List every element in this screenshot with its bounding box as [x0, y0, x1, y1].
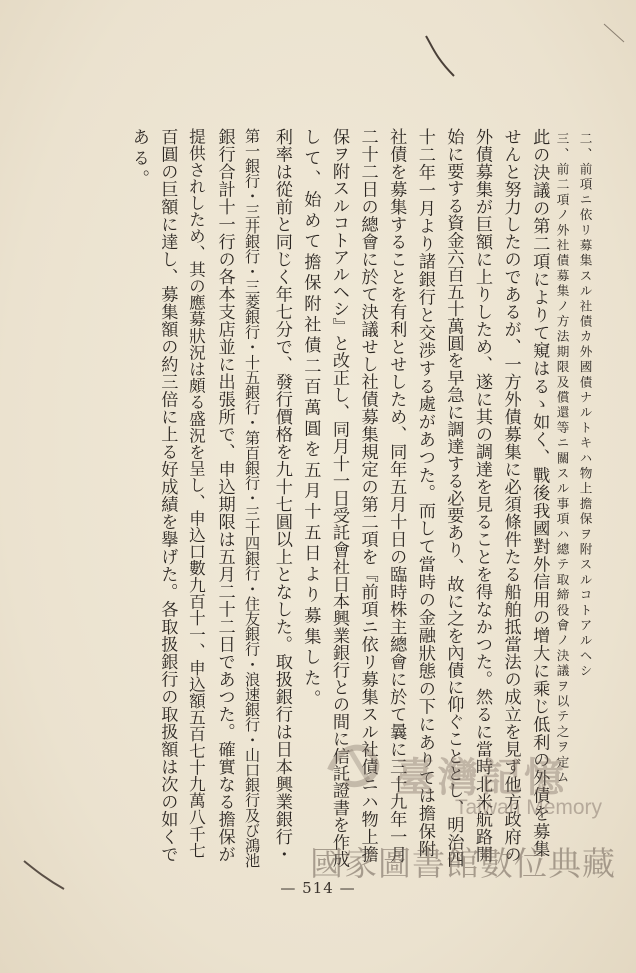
text-column: 外債募集が巨額に上りしため、遂に其の調達を見ることを得なかつた。然るに當時北米航路開 — [472, 128, 492, 863]
text-column: 銀行合計十一行の各本支店並に出張所で、申込期限は五月二十二日であつた。確實なる擔保が — [214, 128, 235, 863]
text-column: 十二年一月より諸銀行と交渉する處があつた。而して當時の金融狀態の下にありては擔保附 — [414, 128, 435, 858]
watermark-chinese: 臺灣記憶 — [395, 754, 567, 801]
watermark-organization: 國家圖書館數位典藏 — [310, 844, 616, 883]
watermark-english: Taiwan Memory — [455, 796, 603, 819]
paper-fiber-mark — [600, 20, 630, 50]
text-column: 始に要する資金六百五十萬圓を早急に調達する必要あり、故に之を內債に仰ぐこととし、明治四 — [443, 128, 464, 868]
paper-fiber-mark — [20, 855, 70, 895]
page-number: — 514 — — [280, 879, 356, 897]
watermark-logo-icon — [320, 730, 390, 800]
text-column: 第一銀行・三井銀行・三菱銀行・十五銀行・第百銀行・三十四銀行・住友銀行・浪速銀行・山口銀行及び鴻池 — [243, 128, 262, 868]
text-column: 二十二日の總會に於て決議せし社債募集規定の第二項を『前項ニ依リ募集スル社債ニハ物上擔 — [357, 128, 378, 863]
text-column: 百圓の巨額に達し、募集額の約三倍に上る好成績を擧げた。各取扱銀行の取扱額は次の如くで — [157, 128, 178, 863]
text-column: ある。 — [128, 128, 149, 191]
text-column: 二、前項ニ依リ募集スル社債カ外國債ナルトキハ物上擔保ヲ附スルコトアルヘシ — [577, 132, 593, 680]
paper-fiber-mark — [420, 32, 460, 82]
text-column: 保ヲ附スルコトアルヘシ』と改正し、同月十一日受託會社日本興業銀行との間に信託證書を作成 — [329, 128, 349, 868]
text-column: 利率は從前と同じく年七分で、發行價格を九十七圓以上となした。取扱銀行は日本興業銀行・ — [271, 128, 292, 863]
text-column: 此の決議の第二項によりて窺はるゝ如く、戰後我國對外信用の增大に乘じ低利の外債を募集 — [529, 128, 550, 858]
text-column: 社債を募集することを有利とせしため、同年五月十日の臨時株主總會に於て曩に三十九年一月 — [386, 128, 407, 863]
text-column: 三、前二項ノ外社債募集ノ方法期限及償還等ニ關スル事項ハ總テ取締役會ノ決議ヲ以テ之ヲ定ム — [554, 132, 570, 786]
text-column: して、始めて擔保附社債二百萬圓を五月十五日より募集した。 — [300, 128, 321, 711]
text-column: 提供されしため、其の應募狀況は頗る盛況を呈し、申込口數九百十一、申込額五百七十九萬八千七 — [186, 128, 206, 859]
text-column: せんと努力したのであるが、一方外債募集に必須條件たる船舶抵當法の成立を見ず他方政府の — [500, 128, 521, 863]
